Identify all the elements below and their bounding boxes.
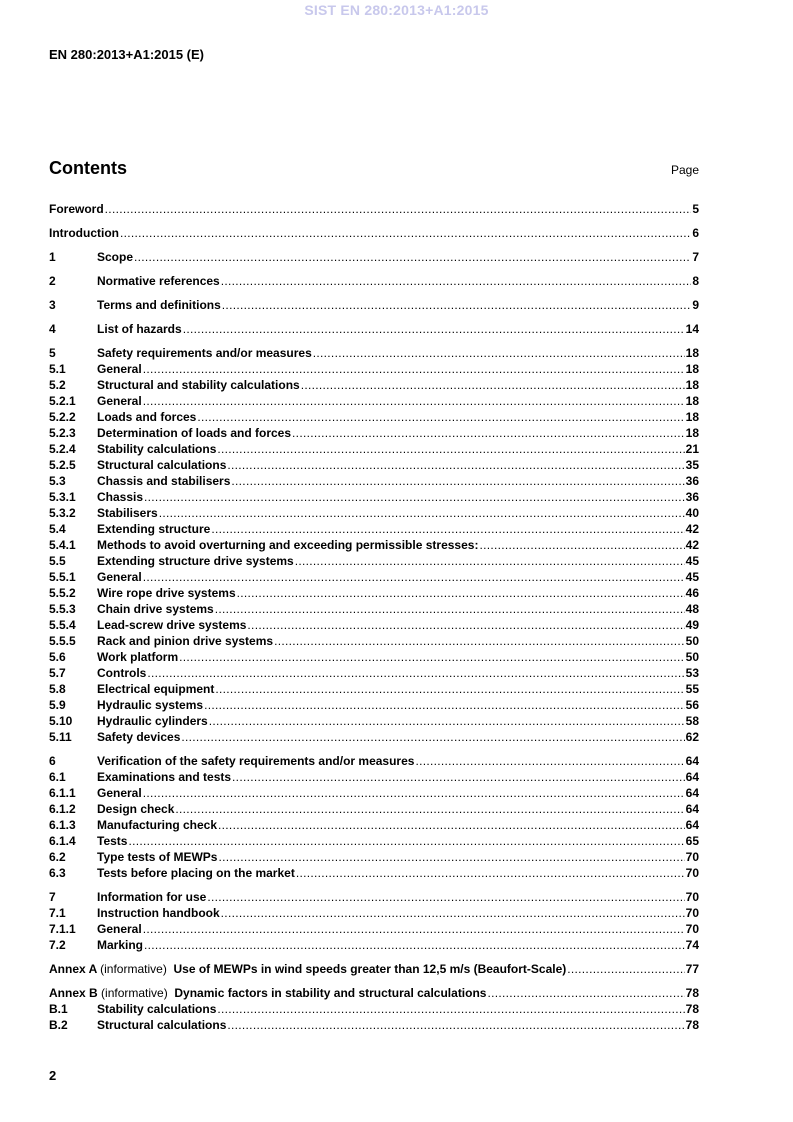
dot-leader	[222, 297, 692, 313]
toc-entry[interactable]	[49, 937, 699, 953]
toc-entry-number: 6.1.2	[49, 802, 76, 816]
toc-entry[interactable]	[49, 849, 699, 865]
dot-leader	[487, 985, 684, 1001]
dot-leader	[147, 665, 684, 681]
toc-entry-number: 5.4	[49, 522, 66, 536]
toc-entry-title: Type tests of MEWPs	[97, 850, 218, 864]
dot-leader	[128, 833, 684, 849]
toc-entry[interactable]	[49, 569, 699, 585]
toc-entry[interactable]	[49, 801, 699, 817]
toc-entry-page: 18	[685, 378, 699, 392]
toc-entry[interactable]	[49, 1001, 699, 1017]
dot-leader	[227, 457, 684, 473]
toc-entry-number: 2	[49, 274, 56, 288]
toc-entry-number: B.2	[49, 1018, 68, 1032]
toc-entry[interactable]	[49, 617, 699, 633]
toc-entry-page: 64	[685, 818, 699, 832]
toc-entry-page: 64	[685, 802, 699, 816]
toc-entry-title: General	[97, 362, 142, 376]
toc-entry-page: 78	[685, 1002, 699, 1016]
dot-leader	[247, 617, 684, 633]
toc-entry-page: 40	[685, 506, 699, 520]
toc-entry-page: 64	[685, 786, 699, 800]
toc-entry-page: 50	[685, 650, 699, 664]
toc-entry[interactable]	[49, 753, 699, 769]
toc-entry[interactable]	[49, 225, 699, 241]
toc-entry-title: Controls	[97, 666, 147, 680]
toc-entry-title: Manufacturing check	[97, 818, 218, 832]
toc-entry-number: 5.3	[49, 474, 66, 488]
toc-entry-title: Design check	[97, 802, 175, 816]
toc-entry-number: 5.2.4	[49, 442, 76, 456]
toc-entry-page: 18	[685, 394, 699, 408]
toc-entry-number: 5.8	[49, 682, 66, 696]
toc-entry-page: 77	[685, 962, 699, 976]
toc-entry[interactable]	[49, 273, 699, 289]
toc-entry-title: Stability calculations	[97, 442, 217, 456]
toc-entry[interactable]	[49, 441, 699, 457]
toc-entry-page: 46	[685, 586, 699, 600]
toc-entry[interactable]	[49, 681, 699, 697]
dot-leader	[415, 753, 684, 769]
toc-entry-page: 62	[685, 730, 699, 744]
toc-entry-number: 5.1	[49, 362, 66, 376]
toc-entry-number: 4	[49, 322, 56, 336]
dot-leader	[479, 537, 684, 553]
toc-entry-number: 5.5.3	[49, 602, 76, 616]
dot-leader	[134, 249, 691, 265]
toc-entry-page: 36	[685, 474, 699, 488]
toc-entry-title: Stabilisers	[97, 506, 158, 520]
toc-entry[interactable]	[49, 713, 699, 729]
dot-leader	[295, 553, 685, 569]
page-column-label: Page	[670, 163, 699, 177]
toc-entry-title: General	[97, 570, 142, 584]
dot-leader	[143, 921, 685, 937]
dot-leader	[217, 441, 684, 457]
toc-entry-title: Marking	[97, 938, 144, 952]
toc-entry-title: Terms and definitions	[97, 298, 221, 312]
toc-entry[interactable]	[49, 489, 699, 505]
dot-leader	[221, 273, 692, 289]
dot-leader	[143, 393, 685, 409]
toc-entry-title: Extending structure	[97, 522, 211, 536]
toc-entry-page: 18	[685, 410, 699, 424]
toc-entry-title: Instruction handbook	[97, 906, 220, 920]
dot-leader	[209, 713, 685, 729]
toc-entry-number: 5.4.1	[49, 538, 76, 552]
toc-entry-number: 5.11	[49, 730, 72, 744]
toc-entry-page: 6	[692, 226, 699, 240]
toc-entry-page: 45	[685, 570, 699, 584]
dot-leader	[159, 505, 685, 521]
toc-entry-title: Methods to avoid overturning and exceeding permissible stresses:	[97, 538, 479, 552]
toc-entry[interactable]	[49, 505, 699, 521]
toc-entry-title: Determination of loads and forces	[97, 426, 292, 440]
toc-entry[interactable]	[49, 537, 699, 553]
dot-leader	[313, 345, 685, 361]
toc-entry[interactable]	[49, 889, 699, 905]
toc-entry-page: 64	[685, 754, 699, 768]
document-id: EN 280:2013+A1:2015 (E)	[49, 47, 205, 62]
dot-leader	[292, 425, 685, 441]
toc-entry-title: Scope	[97, 250, 134, 264]
dot-leader	[215, 681, 684, 697]
toc-entry[interactable]	[49, 297, 699, 313]
toc-entry[interactable]	[49, 817, 699, 833]
dot-leader	[301, 377, 685, 393]
toc-entry-page: 64	[685, 770, 699, 784]
toc-entry-title: Chassis	[97, 490, 144, 504]
toc-entry-title: Structural calculations	[97, 458, 227, 472]
toc-entry-title: Stability calculations	[97, 1002, 217, 1016]
toc-entry-title: Safety requirements and/or measures	[97, 346, 312, 360]
toc-entry-title: Verification of the safety requirements and/or measures	[97, 754, 415, 768]
toc-entry-page: 53	[685, 666, 699, 680]
toc-entry-page: 9	[692, 298, 699, 312]
dot-leader	[218, 817, 685, 833]
toc-annex-title	[49, 961, 566, 977]
toc-entry-page: 21	[685, 442, 699, 456]
dot-leader	[567, 961, 684, 977]
dot-leader	[143, 361, 685, 377]
toc-entry-number: 6.1	[49, 770, 66, 784]
toc-entry-page: 50	[685, 634, 699, 648]
annex-type: (informative)	[100, 962, 167, 976]
toc-entry-number: 6.1.3	[49, 818, 76, 832]
toc-entry-title: Structural and stability calculations	[97, 378, 300, 392]
toc-entry-number: 7.2	[49, 938, 66, 952]
toc-entry-title: Tests before placing on the market	[97, 866, 295, 880]
toc-entry[interactable]	[49, 425, 699, 441]
toc-entry-number: 5.5	[49, 554, 66, 568]
page-number: 2	[49, 1068, 57, 1083]
annex-label: Annex B	[49, 986, 98, 1000]
toc-entry-number: 5.7	[49, 666, 66, 680]
dot-leader	[105, 201, 692, 217]
toc-entry[interactable]	[49, 457, 699, 473]
dot-leader	[144, 937, 685, 953]
toc-entry[interactable]	[49, 345, 699, 361]
toc-entry[interactable]	[49, 833, 699, 849]
toc-entry-page: 70	[685, 866, 699, 880]
toc-entry-title: Chassis and stabilisers	[97, 474, 231, 488]
toc-entry-number: 7.1.1	[49, 922, 76, 936]
toc-heading	[49, 158, 699, 179]
toc-entry[interactable]	[49, 409, 699, 425]
toc-entry-number: B.1	[49, 1002, 68, 1016]
toc-entry-page: 5	[692, 202, 699, 216]
toc-entry-page: 70	[685, 890, 699, 904]
toc-annex-entry[interactable]	[49, 961, 699, 977]
toc-entry-title: Tests	[97, 834, 128, 848]
dot-leader	[237, 585, 685, 601]
toc-entry[interactable]	[49, 361, 699, 377]
toc-entry[interactable]	[49, 201, 699, 217]
toc-entry-page: 58	[685, 714, 699, 728]
toc-entry-number: 5.10	[49, 714, 73, 728]
toc-entry[interactable]	[49, 473, 699, 489]
toc-entry[interactable]	[49, 769, 699, 785]
toc-entry-number: 7	[49, 890, 56, 904]
toc-entry-number: 5.2.2	[49, 410, 76, 424]
toc-entry-title: Wire rope drive systems	[97, 586, 236, 600]
toc-entry-page: 70	[685, 850, 699, 864]
toc-entry-number: 5.2.3	[49, 426, 76, 440]
toc-entry-page: 56	[685, 698, 699, 712]
toc-entry-page: 48	[685, 602, 699, 616]
toc-entry-page: 42	[685, 522, 699, 536]
toc-entry-title: Safety devices	[97, 730, 181, 744]
toc-entry-number: 6	[49, 754, 56, 768]
annex-title-text: Dynamic factors in stability and structural calculations	[174, 986, 487, 1000]
toc-entry-number: 6.3	[49, 866, 66, 880]
dot-leader	[296, 865, 685, 881]
toc-entry-title: General	[97, 922, 142, 936]
toc-entry-title: Lead-screw drive systems	[97, 618, 247, 632]
dot-leader	[175, 801, 684, 817]
toc-entry-number: 1	[49, 250, 56, 264]
annex-label: Annex A	[49, 962, 97, 976]
toc-entry-number: 7.1	[49, 906, 66, 920]
toc-entry-page: 65	[685, 834, 699, 848]
toc-entry[interactable]	[49, 585, 699, 601]
toc-entry-title: Hydraulic cylinders	[97, 714, 208, 728]
toc-entry-page: 7	[692, 250, 699, 264]
toc-entry-number: 5.2.5	[49, 458, 76, 472]
dot-leader	[215, 601, 685, 617]
toc-entry-number: 6.1.1	[49, 786, 76, 800]
toc-entry-page: 18	[685, 426, 699, 440]
dot-leader	[179, 649, 685, 665]
toc-entry-page: 14	[685, 322, 699, 336]
toc-entry[interactable]	[49, 553, 699, 569]
toc-entry-number: 5.9	[49, 698, 66, 712]
toc-entry[interactable]	[49, 921, 699, 937]
dot-leader	[183, 321, 685, 337]
toc-entry-page: 35	[685, 458, 699, 472]
dot-leader	[232, 769, 685, 785]
toc-entry-number: 5.2.1	[49, 394, 76, 408]
toc-entry[interactable]	[49, 521, 699, 537]
dot-leader	[218, 849, 684, 865]
annex-type: (informative)	[101, 986, 168, 1000]
toc-entry-page: 45	[685, 554, 699, 568]
dot-leader	[197, 409, 684, 425]
toc-entry-page: 74	[685, 938, 699, 952]
toc-entry[interactable]	[49, 649, 699, 665]
toc-annex-entry[interactable]	[49, 985, 699, 1001]
toc-entry-page: 42	[685, 538, 699, 552]
toc-entry-number: 6.1.4	[49, 834, 76, 848]
toc-entry-number: 5.6	[49, 650, 66, 664]
toc-entry[interactable]	[49, 321, 699, 337]
dot-leader	[144, 489, 685, 505]
toc-entry-title: Loads and forces	[97, 410, 197, 424]
toc-entry[interactable]	[49, 785, 699, 801]
dot-leader	[207, 889, 684, 905]
toc-entry-title: Normative references	[97, 274, 220, 288]
toc-entry[interactable]	[49, 729, 699, 745]
dot-leader	[217, 1001, 684, 1017]
toc-entry-title: Hydraulic systems	[97, 698, 204, 712]
toc-entry-title: Extending structure drive systems	[97, 554, 294, 568]
toc-entry-number: 5.5.5	[49, 634, 76, 648]
toc-entry-number: 3	[49, 298, 56, 312]
toc-entry-page: 49	[685, 618, 699, 632]
dot-leader	[231, 473, 684, 489]
toc-entry-page: 55	[685, 682, 699, 696]
toc-entry-page: 18	[685, 346, 699, 360]
dot-leader	[221, 905, 685, 921]
toc-entry-title: Electrical equipment	[97, 682, 215, 696]
toc-entry-page: 70	[685, 922, 699, 936]
page-title: Contents	[49, 158, 127, 178]
toc-entry-title: List of hazards	[97, 322, 182, 336]
toc-entry[interactable]	[49, 865, 699, 881]
toc-entry-title: General	[97, 394, 142, 408]
toc-entry-page: 78	[685, 986, 699, 1000]
toc-entry-number: 5.2	[49, 378, 66, 392]
toc-entry-number: 5.5.2	[49, 586, 76, 600]
toc-entry-number: 5	[49, 346, 56, 360]
dot-leader	[274, 633, 685, 649]
toc-entry-number: 5.3.2	[49, 506, 76, 520]
toc-entry-title: Information for use	[97, 890, 207, 904]
toc-annex-title	[49, 985, 486, 1001]
dot-leader	[181, 729, 684, 745]
toc-entry-title: Foreword	[49, 202, 104, 216]
watermark: SIST EN 280:2013+A1:2015	[304, 2, 489, 18]
toc-entry[interactable]	[49, 697, 699, 713]
dot-leader	[227, 1017, 684, 1033]
toc-entry-page: 70	[685, 906, 699, 920]
toc-entry-number: 5.3.1	[49, 490, 76, 504]
toc-entry[interactable]	[49, 601, 699, 617]
toc-entry[interactable]	[49, 665, 699, 681]
toc-entry-title: General	[97, 786, 142, 800]
toc-entry-title: Structural calculations	[97, 1018, 227, 1032]
dot-leader	[204, 697, 685, 713]
annex-title-text: Use of MEWPs in wind speeds greater than 12,5 m/s (Beaufort-Scale)	[173, 962, 567, 976]
toc-entry[interactable]	[49, 377, 699, 393]
toc-entry[interactable]	[49, 905, 699, 921]
toc-entry[interactable]	[49, 393, 699, 409]
toc-entry-title: Examinations and tests	[97, 770, 232, 784]
dot-leader	[143, 785, 685, 801]
toc-entry-number: 5.5.4	[49, 618, 76, 632]
toc-entry-title: Rack and pinion drive systems	[97, 634, 274, 648]
toc-entry-title: Work platform	[97, 650, 179, 664]
dot-leader	[143, 569, 685, 585]
toc-entry[interactable]	[49, 633, 699, 649]
toc-entry-page: 8	[692, 274, 699, 288]
toc-entry[interactable]	[49, 249, 699, 265]
toc-entry-number: 5.5.1	[49, 570, 76, 584]
toc-entry-number: 6.2	[49, 850, 66, 864]
toc-entry-title: Introduction	[49, 226, 119, 240]
toc-entry-page: 78	[685, 1018, 699, 1032]
dot-leader	[211, 521, 684, 537]
toc-entry[interactable]	[49, 1017, 699, 1033]
toc-entry-title: Chain drive systems	[97, 602, 214, 616]
dot-leader	[120, 225, 691, 241]
toc-entry-page: 36	[685, 490, 699, 504]
toc-entry-page: 18	[685, 362, 699, 376]
table-of-contents	[49, 201, 699, 1033]
